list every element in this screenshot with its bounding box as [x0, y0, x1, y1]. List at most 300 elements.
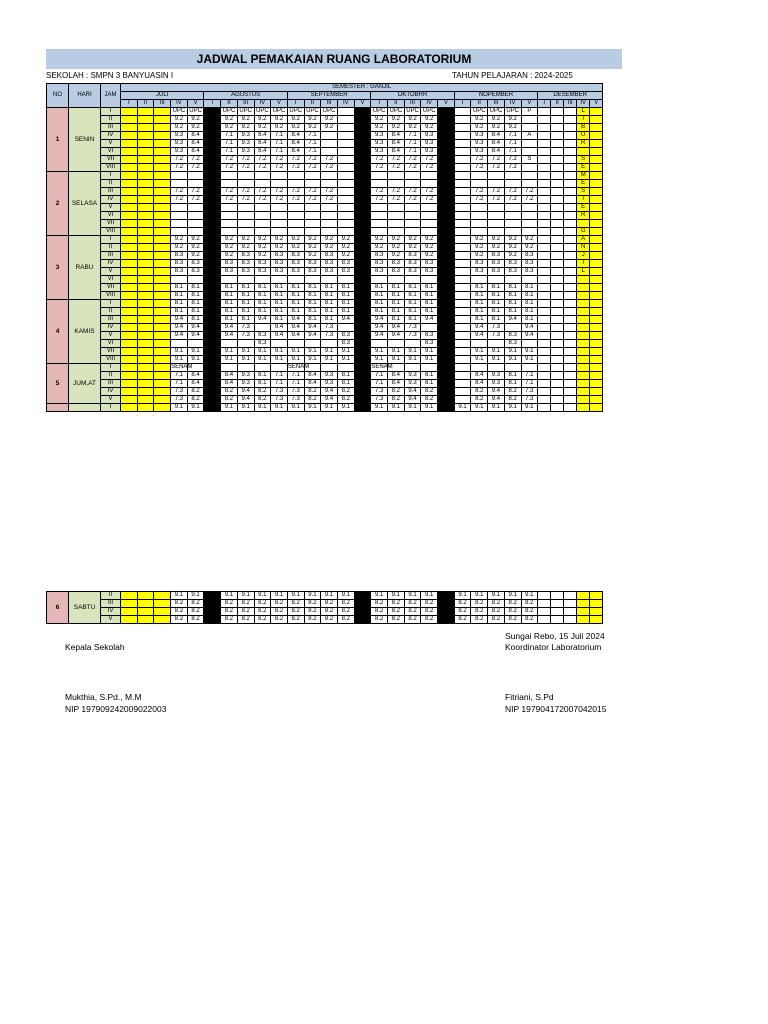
schedule-cell	[538, 228, 551, 236]
schedule-cell: 8.3	[304, 268, 321, 276]
schedule-cell: I	[577, 116, 590, 124]
schedule-cell	[121, 404, 138, 412]
schedule-cell	[287, 172, 304, 180]
schedule-cell	[551, 268, 564, 276]
schedule-cell: 7.3	[371, 396, 388, 404]
schedule-cell	[577, 608, 590, 616]
schedule-cell	[354, 236, 371, 244]
schedule-cell: 8.1	[471, 300, 488, 308]
schedule-cell	[590, 616, 603, 624]
schedule-cell	[590, 212, 603, 220]
table-row	[47, 372, 603, 380]
schedule-cell: 8.3	[171, 268, 188, 276]
schedule-cell: 7.3	[321, 332, 338, 340]
schedule-cell	[287, 220, 304, 228]
schedule-cell	[577, 332, 590, 340]
period-label: II	[101, 372, 121, 380]
schedule-cell: 9.3	[321, 372, 338, 380]
schedule-cell	[590, 148, 603, 156]
schedule-cell	[287, 212, 304, 220]
schedule-cell	[254, 276, 271, 284]
table-row	[47, 404, 603, 412]
schedule-cell	[137, 284, 154, 292]
schedule-cell	[438, 324, 455, 332]
schedule-cell	[538, 380, 551, 388]
schedule-cell	[404, 340, 421, 348]
schedule-cell: 8.4	[187, 140, 204, 148]
period-label: VIII	[101, 228, 121, 236]
schedule-cell	[538, 324, 551, 332]
schedule-cell	[121, 172, 138, 180]
schedule-cell	[121, 148, 138, 156]
month-header: JULI	[121, 92, 204, 100]
schedule-cell: 8.1	[237, 308, 254, 316]
schedule-cell	[454, 292, 471, 300]
schedule-cell: 8.3	[521, 268, 538, 276]
schedule-cell	[577, 340, 590, 348]
schedule-cell	[137, 276, 154, 284]
schedule-cell: 9.2	[388, 244, 405, 252]
schedule-cell	[171, 204, 188, 212]
schedule-cell: 9.4	[171, 332, 188, 340]
table-row	[47, 172, 603, 180]
semester-header: SEMESTER : GANJIL	[121, 84, 603, 92]
schedule-cell: UPC	[287, 108, 304, 116]
schedule-cell	[204, 204, 221, 212]
schedule-cell: 9.1	[187, 404, 204, 412]
schedule-cell: 9.4	[471, 332, 488, 340]
schedule-cell: 9.2	[237, 236, 254, 244]
schedule-cell: 7.2	[321, 188, 338, 196]
schedule-cell: 8.3	[371, 260, 388, 268]
day-number: 5	[47, 364, 69, 404]
schedule-cell: 9.2	[271, 124, 288, 132]
schedule-cell: 8.1	[304, 300, 321, 308]
schedule-cell: 8.4	[287, 148, 304, 156]
schedule-cell	[121, 396, 138, 404]
schedule-cell	[121, 356, 138, 364]
schedule-cell: 8.1	[287, 308, 304, 316]
schedule-cell	[538, 132, 551, 140]
schedule-cell: 9.1	[421, 348, 438, 356]
schedule-cell: 8.1	[171, 292, 188, 300]
schedule-cell	[121, 228, 138, 236]
schedule-cell: 8.1	[488, 292, 505, 300]
schedule-cell	[590, 188, 603, 196]
schedule-cell	[454, 268, 471, 276]
schedule-cell	[590, 600, 603, 608]
schedule-cell: 8.2	[304, 616, 321, 624]
schedule-cell	[237, 180, 254, 188]
schedule-cell	[551, 252, 564, 260]
schedule-cell: 7.2	[471, 156, 488, 164]
schedule-cell: 9.4	[254, 316, 271, 324]
schedule-cell: 9.2	[388, 252, 405, 260]
schedule-cell	[577, 348, 590, 356]
table-row	[47, 608, 603, 616]
schedule-cell	[538, 364, 551, 372]
schedule-cell: 9.4	[521, 332, 538, 340]
schedule-cell	[271, 276, 288, 284]
schedule-cell: 8.1	[237, 292, 254, 300]
schedule-cell	[337, 220, 354, 228]
schedule-cell	[137, 172, 154, 180]
schedule-cell	[538, 592, 551, 600]
schedule-cell	[577, 308, 590, 316]
schedule-cell	[321, 228, 338, 236]
schedule-cell: 8.1	[304, 284, 321, 292]
schedule-cell: 8.2	[471, 388, 488, 396]
schedule-cell	[237, 212, 254, 220]
schedule-cell	[538, 220, 551, 228]
schedule-cell	[564, 172, 577, 180]
schedule-cell	[254, 228, 271, 236]
schedule-cell: 9.2	[371, 124, 388, 132]
schedule-cell	[551, 108, 564, 116]
schedule-cell	[204, 268, 221, 276]
schedule-cell: 8.1	[504, 300, 521, 308]
schedule-cell	[438, 284, 455, 292]
schedule-cell	[254, 172, 271, 180]
schedule-cell: 9.1	[388, 356, 405, 364]
schedule-cell	[521, 172, 538, 180]
schedule-cell: 8.2	[237, 600, 254, 608]
schedule-cell	[121, 592, 138, 600]
schedule-cell	[590, 268, 603, 276]
schedule-cell: 8.4	[488, 148, 505, 156]
schedule-cell: 7.3	[171, 388, 188, 396]
week-header: V	[271, 100, 288, 108]
schedule-cell	[204, 608, 221, 616]
schedule-cell	[271, 212, 288, 220]
schedule-cell	[564, 292, 577, 300]
schedule-cell: 9.1	[388, 348, 405, 356]
schedule-cell	[204, 196, 221, 204]
schedule-cell	[577, 356, 590, 364]
schedule-cell	[454, 148, 471, 156]
schedule-cell	[137, 356, 154, 364]
schedule-cell	[121, 348, 138, 356]
schedule-cell: 8.2	[471, 600, 488, 608]
schedule-cell	[354, 364, 371, 372]
schedule-cell	[504, 228, 521, 236]
schedule-cell: 9.4	[371, 332, 388, 340]
schedule-cell	[438, 332, 455, 340]
schedule-cell	[154, 324, 171, 332]
schedule-cell: 9.2	[388, 124, 405, 132]
schedule-cell: 7.2	[171, 156, 188, 164]
schedule-cell	[538, 308, 551, 316]
schedule-cell: 7.2	[404, 164, 421, 172]
schedule-cell	[204, 188, 221, 196]
schedule-cell: 9.3	[488, 372, 505, 380]
schedule-cell	[354, 204, 371, 212]
schedule-cell: 7.1	[221, 140, 238, 148]
schedule-cell	[121, 196, 138, 204]
schedule-cell: 9.1	[304, 592, 321, 600]
schedule-cell	[371, 228, 388, 236]
schedule-cell	[137, 316, 154, 324]
schedule-cell	[564, 300, 577, 308]
week-header: I	[454, 100, 471, 108]
schedule-cell	[204, 388, 221, 396]
day-name: SELASA	[69, 172, 101, 236]
schedule-cell	[438, 116, 455, 124]
schedule-cell	[121, 600, 138, 608]
schedule-cell	[204, 156, 221, 164]
schedule-cell: L	[577, 108, 590, 116]
schedule-cell	[204, 124, 221, 132]
period-label: II	[101, 592, 121, 600]
schedule-cell	[304, 212, 321, 220]
schedule-cell: 8.3	[321, 260, 338, 268]
schedule-cell: 8.1	[254, 284, 271, 292]
schedule-cell	[577, 220, 590, 228]
schedule-cell: 8.4	[187, 132, 204, 140]
schedule-cell	[187, 204, 204, 212]
table-row	[47, 196, 603, 204]
period-label: VIII	[101, 164, 121, 172]
schedule-cell: 9.2	[421, 252, 438, 260]
schedule-cell: 8.2	[304, 600, 321, 608]
schedule-cell	[471, 220, 488, 228]
schedule-cell: B	[577, 124, 590, 132]
schedule-cell: 8.1	[337, 300, 354, 308]
schedule-cell	[154, 236, 171, 244]
schedule-cell	[388, 212, 405, 220]
table-row	[47, 388, 603, 396]
schedule-cell	[454, 348, 471, 356]
schedule-cell	[551, 324, 564, 332]
left-nip: NIP 197909242009022003	[65, 704, 167, 714]
schedule-cell: SENAM	[371, 364, 393, 370]
day-name	[69, 404, 101, 412]
schedule-cell: 8.1	[221, 284, 238, 292]
schedule-cell	[504, 220, 521, 228]
schedule-cell	[454, 380, 471, 388]
schedule-cell: 9.2	[187, 244, 204, 252]
schedule-cell	[538, 196, 551, 204]
schedule-cell: 9.3	[237, 380, 254, 388]
schedule-cell	[564, 600, 577, 608]
schedule-cell: 9.2	[404, 236, 421, 244]
schedule-cell	[590, 124, 603, 132]
page-title: JADWAL PEMAKAIAN RUANG LABORATORIUM	[46, 49, 622, 69]
schedule-cell	[354, 188, 371, 196]
period-label: VII	[101, 348, 121, 356]
schedule-cell	[564, 108, 577, 116]
period-label: IV	[101, 260, 121, 268]
schedule-cell	[254, 212, 271, 220]
schedule-cell	[171, 340, 188, 348]
schedule-cell	[354, 140, 371, 148]
schedule-cell: 9.1	[404, 592, 421, 600]
schedule-cell	[438, 260, 455, 268]
schedule-cell: 9.2	[187, 116, 204, 124]
schedule-cell: 7.1	[371, 372, 388, 380]
schedule-cell	[354, 132, 371, 140]
schedule-cell: 9.1	[321, 348, 338, 356]
schedule-cell: 9.2	[404, 244, 421, 252]
schedule-cell	[454, 284, 471, 292]
schedule-cell: 7.2	[471, 164, 488, 172]
schedule-cell	[137, 608, 154, 616]
schedule-cell	[577, 300, 590, 308]
schedule-cell	[564, 252, 577, 260]
schedule-cell: SENAM	[287, 364, 310, 370]
schedule-cell	[354, 212, 371, 220]
schedule-cell: 8.2	[337, 616, 354, 624]
period-label: VI	[101, 212, 121, 220]
schedule-cell	[204, 316, 221, 324]
schedule-cell: 8.3	[471, 260, 488, 268]
schedule-cell: R	[577, 212, 590, 220]
schedule-cell: 9.2	[321, 244, 338, 252]
week-header: I	[371, 100, 388, 108]
schedule-cell: 9.2	[254, 236, 271, 244]
schedule-cell	[371, 340, 388, 348]
schedule-cell	[187, 172, 204, 180]
schedule-cell: 8.2	[504, 608, 521, 616]
schedule-cell	[538, 108, 551, 116]
week-header: IV	[171, 100, 188, 108]
schedule-cell	[590, 164, 603, 172]
schedule-cell: 9.1	[237, 592, 254, 600]
schedule-cell: 8.3	[337, 260, 354, 268]
schedule-cell: 8.1	[254, 292, 271, 300]
schedule-cell: 8.3	[371, 268, 388, 276]
schedule-cell	[171, 276, 188, 284]
schedule-cell: 7.2	[421, 164, 438, 172]
schedule-cell: 8.2	[404, 600, 421, 608]
schedule-cell: 9.4	[388, 324, 405, 332]
period-label: I	[101, 172, 121, 180]
period-label: IV	[101, 608, 121, 616]
schedule-cell	[438, 592, 455, 600]
schedule-cell: 7.2	[271, 164, 288, 172]
schedule-cell: 8.2	[254, 616, 271, 624]
table-row	[47, 348, 603, 356]
schedule-cell	[504, 172, 521, 180]
schedule-cell	[354, 388, 371, 396]
schedule-cell	[538, 616, 551, 624]
schedule-cell: 7.2	[287, 196, 304, 204]
schedule-cell: 8.1	[321, 292, 338, 300]
schedule-cell: 8.3	[504, 268, 521, 276]
schedule-cell	[271, 228, 288, 236]
schedule-cell: 9.1	[287, 356, 304, 364]
schedule-cell	[221, 364, 238, 372]
schedule-cell: 9.2	[254, 116, 271, 124]
schedule-cell: J	[577, 252, 590, 260]
schedule-cell	[137, 132, 154, 140]
schedule-cell: 9.2	[421, 244, 438, 252]
schedule-cell	[404, 172, 421, 180]
week-header: III	[321, 100, 338, 108]
week-header: II	[304, 100, 321, 108]
schedule-cell	[454, 244, 471, 252]
schedule-cell	[438, 600, 455, 608]
schedule-cell	[551, 608, 564, 616]
schedule-cell: 9.3	[371, 132, 388, 140]
schedule-cell	[438, 616, 455, 624]
schedule-cell	[354, 196, 371, 204]
schedule-cell	[577, 284, 590, 292]
schedule-cell	[590, 260, 603, 268]
schedule-cell	[121, 116, 138, 124]
schedule-cell	[121, 308, 138, 316]
schedule-cell	[154, 332, 171, 340]
schedule-cell: 8.3	[371, 252, 388, 260]
schedule-cell	[551, 220, 564, 228]
schedule-cell	[504, 276, 521, 284]
schedule-cell: 7.2	[187, 156, 204, 164]
schedule-cell: 9.1	[454, 404, 471, 412]
schedule-cell	[354, 148, 371, 156]
schedule-cell: S	[577, 188, 590, 196]
schedule-cell	[337, 228, 354, 236]
week-header: V	[354, 100, 371, 108]
schedule-cell	[121, 252, 138, 260]
schedule-cell	[538, 372, 551, 380]
schedule-cell	[171, 228, 188, 236]
schedule-cell	[171, 172, 188, 180]
schedule-cell: 9.3	[488, 380, 505, 388]
schedule-cell: 8.4	[187, 380, 204, 388]
schedule-cell: 9.1	[271, 592, 288, 600]
schedule-cell	[404, 220, 421, 228]
schedule-cell: 8.2	[321, 600, 338, 608]
schedule-cell	[154, 404, 171, 412]
schedule-cell: 8.4	[388, 140, 405, 148]
schedule-cell: 9.1	[421, 356, 438, 364]
schedule-cell	[154, 116, 171, 124]
schedule-cell: 8.1	[404, 316, 421, 324]
schedule-cell: 7.2	[187, 196, 204, 204]
schedule-cell: 7.2	[237, 164, 254, 172]
schedule-cell: 8.4	[388, 132, 405, 140]
schedule-cell	[471, 228, 488, 236]
period-label: IV	[101, 324, 121, 332]
schedule-cell: 7.2	[321, 164, 338, 172]
schedule-cell: 7.2	[521, 188, 538, 196]
schedule-cell: 8.3	[171, 252, 188, 260]
schedule-cell: 9.1	[504, 592, 521, 600]
schedule-cell	[564, 608, 577, 616]
day-number: 6	[47, 592, 69, 624]
schedule-cell: 8.1	[321, 300, 338, 308]
schedule-cell	[551, 396, 564, 404]
schedule-cell: 8.1	[521, 308, 538, 316]
schedule-cell	[137, 124, 154, 132]
schedule-cell: 7.2	[404, 188, 421, 196]
schedule-cell: 9.1	[221, 356, 238, 364]
schedule-cell: 7.2	[221, 156, 238, 164]
header-row	[47, 84, 603, 92]
schedule-cell	[590, 220, 603, 228]
schedule-cell: 8.1	[521, 300, 538, 308]
schedule-cell	[154, 316, 171, 324]
schedule-cell: 9.2	[187, 124, 204, 132]
schedule-cell	[354, 600, 371, 608]
schedule-cell: 8.1	[254, 308, 271, 316]
schedule-cell	[204, 220, 221, 228]
schedule-cell: 7.1	[271, 380, 288, 388]
schedule-cell	[564, 116, 577, 124]
schedule-cell: 7.3	[521, 396, 538, 404]
schedule-cell	[204, 172, 221, 180]
schedule-cell	[438, 308, 455, 316]
